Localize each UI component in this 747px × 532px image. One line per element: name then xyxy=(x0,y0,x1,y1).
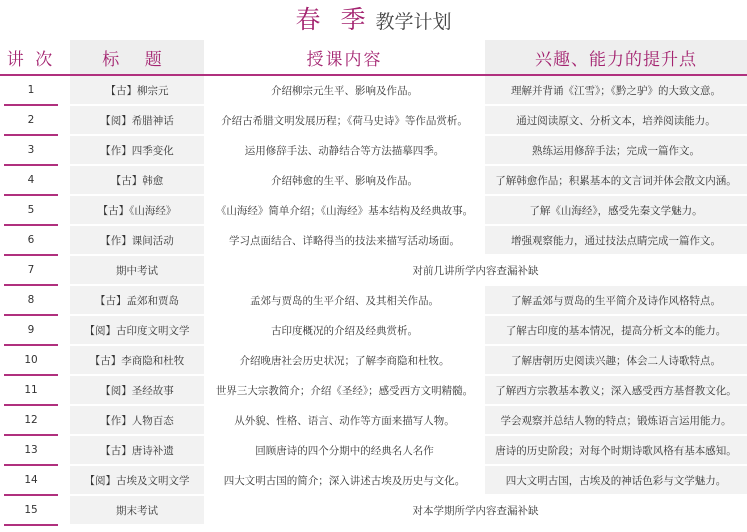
lesson-number: 3 xyxy=(0,136,62,164)
lesson-content: 世界三大宗教简介；介绍《圣经》；感受西方文明精髓。 xyxy=(215,384,474,397)
header-lesson-number: 讲 次 xyxy=(6,49,56,70)
lesson-number: 10 xyxy=(0,346,62,374)
table-row xyxy=(0,76,747,106)
lesson-content: 《山海经》简单介绍；《山海经》基本结构及经典故事。 xyxy=(215,204,474,217)
table-row xyxy=(0,286,747,316)
lesson-number: 5 xyxy=(0,196,62,224)
lesson-number: 9 xyxy=(0,316,62,344)
lesson-content: 回顾唐诗的四个分期中的经典名人名作 xyxy=(255,444,434,457)
table-row xyxy=(0,466,747,496)
lesson-content: 介绍韩愈的生平、影响及作品。 xyxy=(271,174,418,187)
table-header-row xyxy=(0,40,747,76)
lesson-title: 【作】课间活动 xyxy=(70,226,204,254)
lesson-title: 期中考试 xyxy=(70,256,204,284)
review-note: 对前几讲所学内容查漏补缺 xyxy=(412,264,539,277)
lesson-title: 【阅】古印度文明文学 xyxy=(70,316,204,344)
lesson-number: 14 xyxy=(0,466,62,494)
table-row xyxy=(0,166,747,196)
table-row xyxy=(0,346,747,376)
lesson-title: 【阅】古埃及文明文学 xyxy=(70,466,204,494)
lesson-number: 8 xyxy=(0,286,62,314)
lesson-title: 【古】韩愈 xyxy=(70,166,204,194)
lesson-content: 四大文明古国的简介；深入讲述古埃及历史与文化。 xyxy=(223,474,466,487)
lesson-content: 学习点面结合、详略得当的技法来描写活动场面。 xyxy=(229,234,460,247)
title-suffix: 教学计划 xyxy=(375,11,452,33)
lesson-content: 介绍柳宗元生平、影响及作品。 xyxy=(271,84,418,97)
header-goals: 兴趣、能力的提升点 xyxy=(485,40,747,74)
lesson-number: 6 xyxy=(0,226,62,254)
lesson-title: 【阅】圣经故事 xyxy=(70,376,204,404)
lesson-title: 【作】四季变化 xyxy=(70,136,204,164)
lesson-number: 7 xyxy=(0,256,62,284)
lesson-number: 11 xyxy=(0,376,62,404)
lesson-goal: 了解韩愈作品；积累基本的文言词并体会散文内涵。 xyxy=(485,166,747,194)
lesson-goal: 熟练运用修辞手法；完成一篇作文。 xyxy=(485,136,747,164)
table-row xyxy=(0,226,747,256)
page-title xyxy=(0,0,747,40)
header-content: 授课内容 xyxy=(306,49,383,70)
lesson-goal: 了解古印度的基本情况，提高分析文本的能力。 xyxy=(485,316,747,344)
lesson-content: 介绍古希腊文明发展历程；《荷马史诗》等作品赏析。 xyxy=(221,114,468,127)
lesson-title: 【古】李商隐和杜牧 xyxy=(70,346,204,374)
lesson-goal: 通过阅读原文、分析文本，培养阅读能力。 xyxy=(485,106,747,134)
lesson-number: 4 xyxy=(0,166,62,194)
lesson-content: 孟郊与贾岛的生平介绍、及其相关作品。 xyxy=(250,294,439,307)
lesson-title: 【古】孟郊和贾岛 xyxy=(70,286,204,314)
lesson-content: 介绍晚唐社会历史状况；了解李商隐和杜牧。 xyxy=(239,354,450,367)
lesson-content: 古印度概况的介绍及经典赏析。 xyxy=(271,324,418,337)
lesson-goal: 了解《山海经》，感受先秦文学魅力。 xyxy=(485,196,747,224)
lesson-number: 1 xyxy=(0,76,62,104)
lesson-goal: 了解唐朝历史阅读兴趣；体会二人诗歌特点。 xyxy=(485,346,747,374)
lesson-goal: 唐诗的历史阶段；对每个时期诗歌风格有基本感知。 xyxy=(485,436,747,464)
table-row xyxy=(0,136,747,166)
lesson-goal: 四大文明古国，古埃及的神话色彩与文学魅力。 xyxy=(485,466,747,494)
review-note: 对本学期所学内容查漏补缺 xyxy=(412,504,539,517)
table-row xyxy=(0,316,747,346)
lesson-goal: 了解孟郊与贾岛的生平简介及诗作风格特点。 xyxy=(485,286,747,314)
lesson-number: 12 xyxy=(0,406,62,434)
lesson-content: 运用修辞手法、动静结合等方法描摹四季。 xyxy=(244,144,445,157)
table-row xyxy=(0,496,747,526)
lesson-goal: 学会观察并总结人物的特点；锻炼语言运用能力。 xyxy=(485,406,747,434)
lesson-number: 13 xyxy=(0,436,62,464)
lesson-title: 【古】柳宗元 xyxy=(70,76,204,104)
lesson-goal: 增强观察能力，通过技法点睛完成一篇作文。 xyxy=(485,226,747,254)
lesson-number: 15 xyxy=(0,496,62,524)
table-row xyxy=(0,196,747,226)
lesson-title: 期末考试 xyxy=(70,496,204,524)
lesson-goal: 了解西方宗教基本教义；深入感受西方基督教文化。 xyxy=(485,376,747,404)
table-row xyxy=(0,106,747,136)
lesson-goal: 理解并背诵《江雪》；《黔之驴》的大致文意。 xyxy=(485,76,747,104)
lesson-title: 【古】唐诗补遗 xyxy=(70,436,204,464)
teaching-plan-table xyxy=(0,40,747,526)
lesson-title: 【作】人物百态 xyxy=(70,406,204,434)
lesson-number: 2 xyxy=(0,106,62,134)
table-row xyxy=(0,406,747,436)
lesson-content: 从外貌、性格、语言、动作等方面来描写人物。 xyxy=(234,414,455,427)
lesson-title: 【古】《山海经》 xyxy=(70,196,204,224)
table-row xyxy=(0,436,747,466)
header-title: 标 题 xyxy=(70,40,204,74)
table-row xyxy=(0,256,747,286)
lesson-title: 【阅】希腊神话 xyxy=(70,106,204,134)
table-row xyxy=(0,376,747,406)
title-season: 春 季 xyxy=(295,5,372,34)
